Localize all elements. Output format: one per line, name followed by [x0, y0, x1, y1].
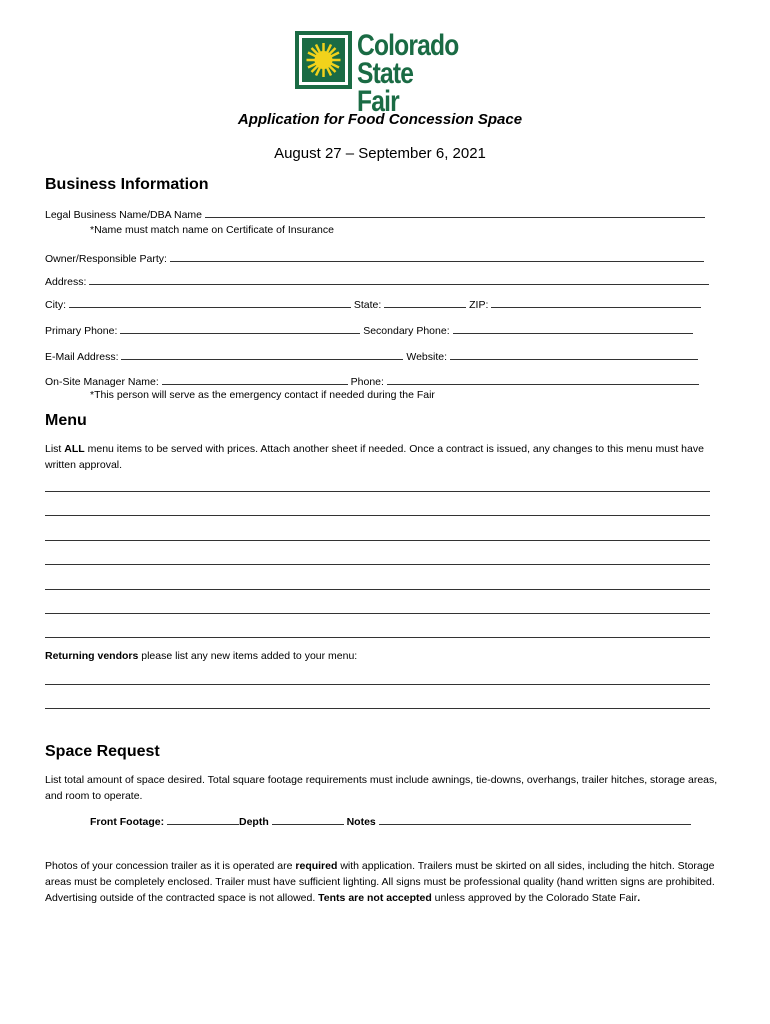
- state-field[interactable]: [384, 296, 466, 308]
- address-row: [45, 273, 709, 289]
- front-footage-label: Front Footage:: [90, 816, 165, 828]
- menu-line-3[interactable]: [45, 540, 710, 541]
- photos-text-3: unless approved by the Colorado State Fair: [431, 892, 638, 904]
- address-field[interactable]: [89, 273, 709, 285]
- tents-not-accepted-bold: Tents are not accepted: [318, 892, 432, 904]
- city-label: City:: [45, 299, 66, 311]
- manager-label: On-Site Manager Name:: [45, 376, 159, 388]
- menu-line-6[interactable]: [45, 613, 710, 614]
- email-label: E-Mail Address:: [45, 351, 119, 363]
- logo-line-1: Colorado: [357, 29, 459, 62]
- returning-line-1[interactable]: [45, 684, 710, 685]
- notes-field[interactable]: [379, 813, 691, 825]
- returning-vendors-text: please list any new items added to your menu:: [138, 650, 358, 662]
- photos-text-1: Photos of your concession trailer as it is operated are: [45, 860, 296, 872]
- legal-name-label: Legal Business Name/DBA Name: [45, 209, 202, 221]
- primary-phone-field[interactable]: [120, 322, 360, 334]
- front-footage-field[interactable]: [167, 813, 239, 825]
- legal-name-note: *Name must match name on Certificate of Insurance: [90, 224, 334, 236]
- manager-phone-label: Phone:: [350, 376, 384, 388]
- depth-field[interactable]: [272, 813, 344, 825]
- menu-line-7[interactable]: [45, 637, 710, 638]
- zip-label: ZIP:: [469, 299, 489, 311]
- menu-heading: Menu: [45, 412, 87, 429]
- address-label: Address:: [45, 276, 87, 288]
- website-label: Website:: [406, 351, 448, 363]
- depth-label: Depth: [239, 816, 269, 828]
- website-field[interactable]: [450, 348, 698, 360]
- legal-name-row: [45, 206, 705, 222]
- space-intro: List total amount of space desired. Total square footage requirements must include awnings, tie-downs, overhangs, trailer hitches, storage areas, and room to operate.: [45, 774, 718, 802]
- returning-line-2[interactable]: [45, 708, 710, 709]
- menu-intro-bold: ALL: [64, 443, 85, 455]
- state-label: State:: [353, 299, 382, 311]
- manager-row: [45, 373, 699, 389]
- manager-field[interactable]: [162, 373, 348, 385]
- sun-logo-icon: [295, 31, 352, 89]
- notes-label: Notes: [346, 816, 376, 828]
- secondary-phone-label: Secondary Phone:: [363, 325, 450, 337]
- city-field[interactable]: [69, 296, 351, 308]
- photos-period: .: [637, 892, 641, 904]
- returning-vendors: [45, 649, 357, 663]
- photos-required-bold: required: [295, 860, 338, 872]
- owner-label: Owner/Responsible Party:: [45, 253, 167, 265]
- photos-text-2: with application. Trailers must be skirted on all sides, including the hitch. Storage areas must be completely enclosed. Trailer must have sufficient lighting. All signs must be professional quality (hand written signs are prohibited. Advertising outside of the contracted space is not allowed.: [45, 860, 715, 904]
- photos-paragraph: [45, 858, 725, 906]
- event-dates: August 27 – September 6, 2021: [274, 145, 486, 162]
- secondary-phone-field[interactable]: [453, 322, 693, 334]
- menu-line-2[interactable]: [45, 515, 710, 516]
- logo-line-2: State Fair: [357, 57, 414, 118]
- business-info-heading: Business Information: [45, 176, 209, 193]
- menu-line-1[interactable]: [45, 491, 710, 492]
- owner-field[interactable]: [170, 250, 704, 262]
- menu-line-5[interactable]: [45, 589, 710, 590]
- menu-intro-text: List: [45, 443, 65, 455]
- logo: [295, 29, 480, 118]
- menu-intro-text-2: menu items to be served with prices. Attach another sheet if needed. Once a contract is issued, any changes to this menu must have written approval.: [45, 443, 704, 471]
- menu-intro: [45, 441, 715, 473]
- menu-line-4[interactable]: [45, 564, 710, 565]
- legal-name-field[interactable]: [205, 206, 705, 218]
- email-row: [45, 348, 698, 364]
- phone-row: [45, 322, 693, 338]
- footage-row: [90, 813, 691, 829]
- primary-phone-label: Primary Phone:: [45, 325, 118, 337]
- zip-field[interactable]: [491, 296, 701, 308]
- manager-note: *This person will serve as the emergency contact if needed during the Fair: [90, 389, 435, 401]
- space-request-heading: Space Request: [45, 743, 160, 760]
- document-title: Application for Food Concession Space: [237, 111, 523, 128]
- manager-phone-field[interactable]: [387, 373, 699, 385]
- owner-row: [45, 250, 704, 266]
- city-row: [45, 296, 701, 312]
- email-field[interactable]: [121, 348, 403, 360]
- returning-vendors-bold: Returning vendors: [45, 650, 139, 662]
